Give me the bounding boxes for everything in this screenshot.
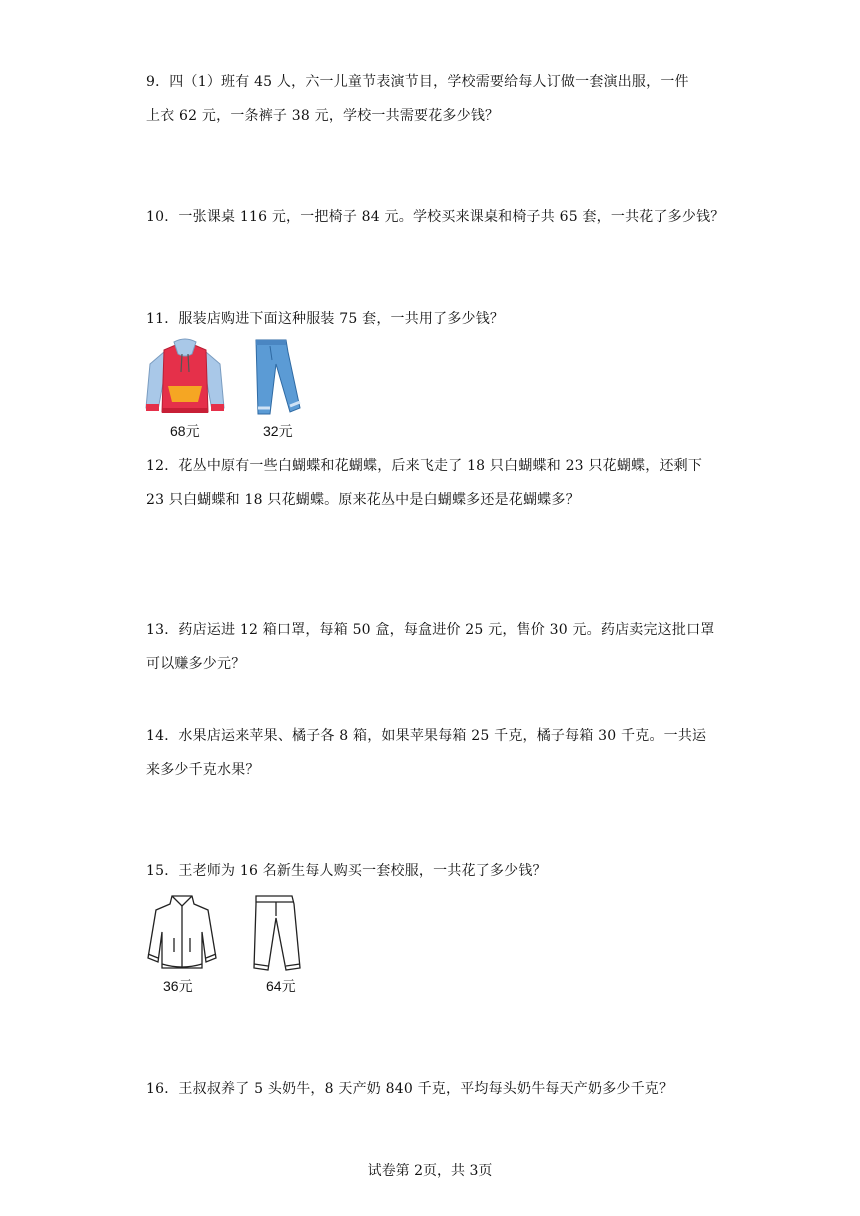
question-12-line-2: 23 只白蝴蝶和 18 只花蝴蝶。原来花丛中是白蝴蝶多还是花蝴蝶多？ <box>146 492 580 508</box>
question-13-line-2: 可以赚多少元？ <box>146 656 246 672</box>
page-footer: 试卷第 2页，共 3页 <box>367 1163 493 1179</box>
jeans-icon <box>246 338 306 418</box>
school-jacket-icon <box>144 892 220 974</box>
question-14-line-1: 14．水果店运来苹果、橘子各 8 箱，如果苹果每箱 25 千克，橘子每箱 30 千克。一共运 <box>146 728 707 744</box>
school-jacket-price: 36元 <box>163 978 193 994</box>
school-trousers-icon <box>248 894 304 974</box>
school-trousers-price: 64元 <box>266 978 296 994</box>
question-14-line-2: 来多少千克水果？ <box>146 762 260 778</box>
question-12-line-1: 12．花丛中原有一些白蝴蝶和花蝴蝶，后来飞走了 18 只白蝴蝶和 23 只花蝴蝶，还剩下 <box>146 458 703 474</box>
question-9-line-1: 9．四（1）班有 45 人，六一儿童节表演节目，学校需要给每人订做一套演出服，一件 <box>146 74 689 90</box>
question-9-line-2: 上衣 62 元，一条裤子 38 元，学校一共需要花多少钱？ <box>146 108 500 124</box>
question-16-line-1: 16．王叔叔养了 5 头奶牛，8 天产奶 840 千克，平均每头奶牛每天产奶多少千克？ <box>146 1081 674 1097</box>
jeans-price: 32元 <box>263 423 293 439</box>
question-15-line-1: 15．王老师为 16 名新生每人购买一套校服，一共花了多少钱？ <box>146 863 547 879</box>
question-13-line-1: 13．药店运进 12 箱口罩，每箱 50 盒，每盒进价 25 元，售价 30 元。药店卖完这批口罩 <box>146 622 715 638</box>
question-10-line-1: 10．一张课桌 116 元，一把椅子 84 元。学校买来课桌和椅子共 65 套，一共花了多少钱？ <box>146 209 725 225</box>
hoodie-price: 68元 <box>170 423 200 439</box>
question-11-line-1: 11．服装店购进下面这种服装 75 套，一共用了多少钱？ <box>146 311 505 327</box>
hoodie-icon <box>144 338 226 418</box>
